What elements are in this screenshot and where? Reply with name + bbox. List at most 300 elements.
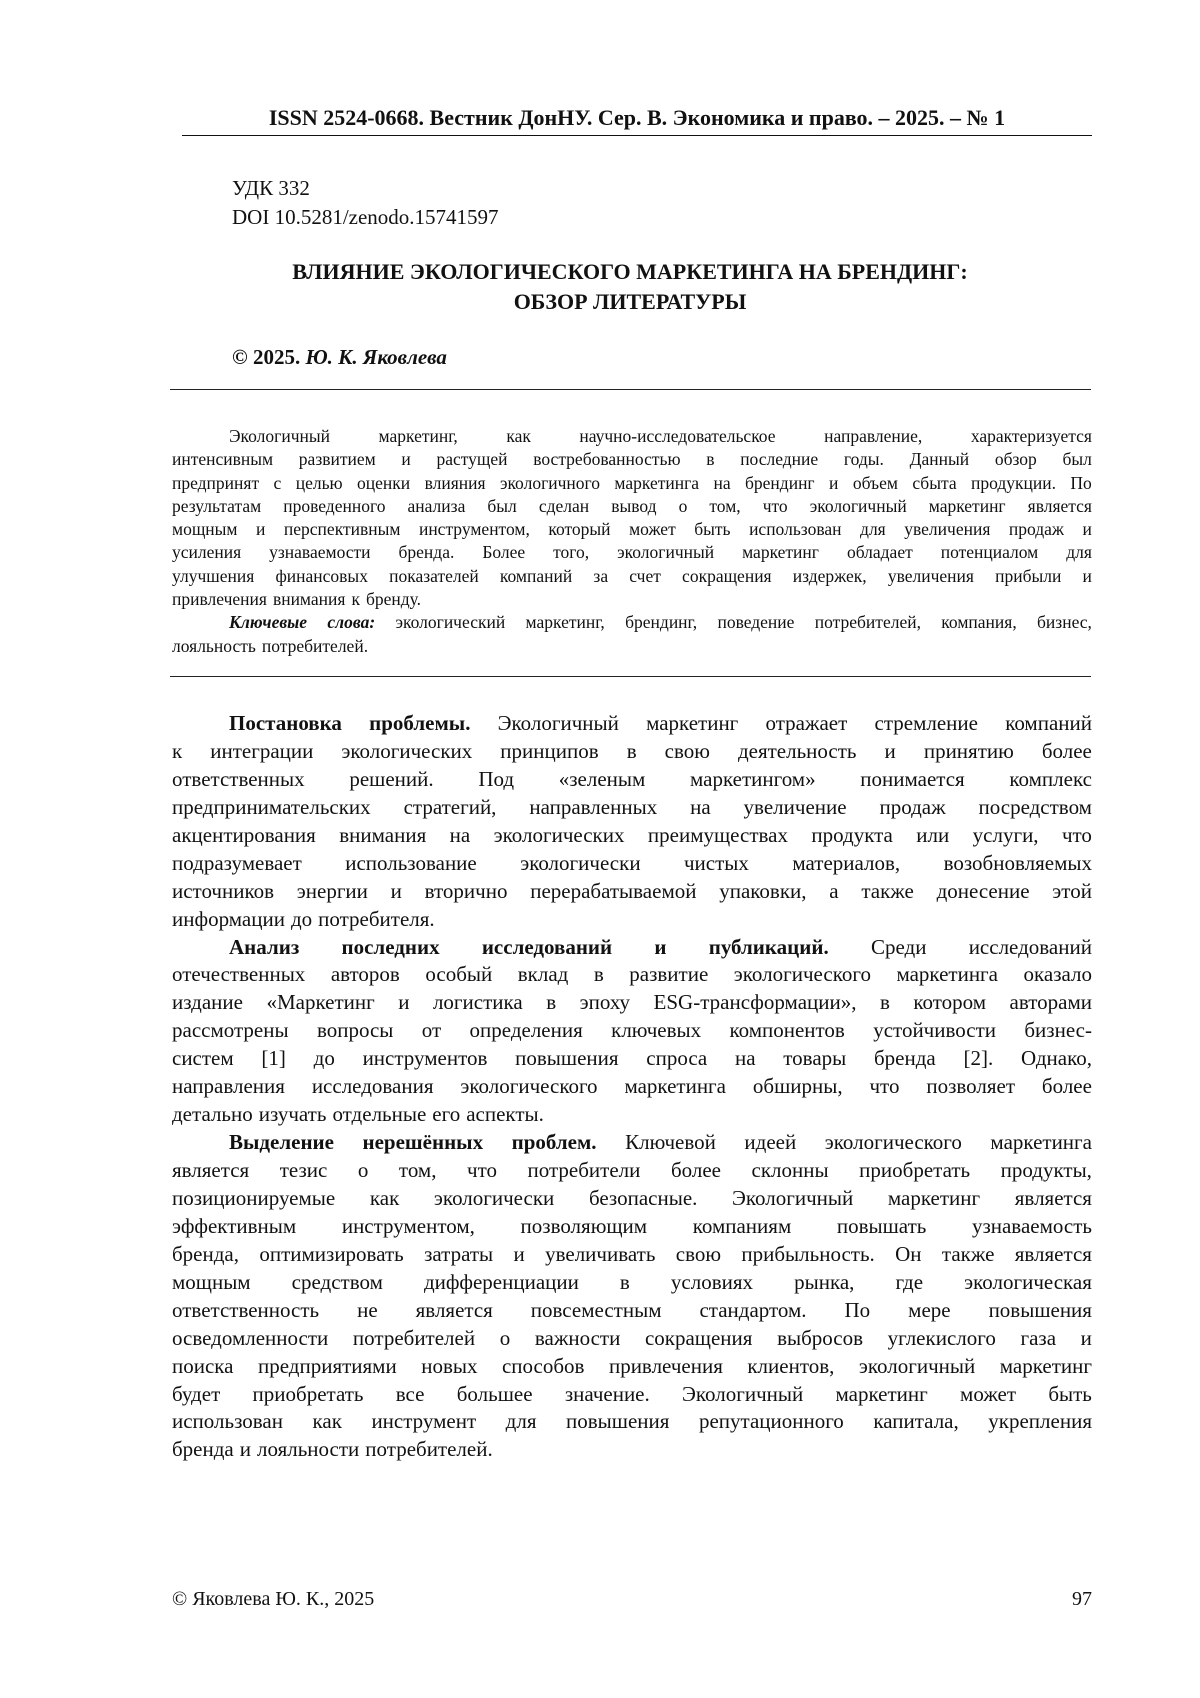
word: логистика: [432, 990, 523, 1015]
word: на: [713, 472, 731, 493]
word: более: [1041, 738, 1092, 763]
word: условиях: [670, 1269, 754, 1294]
word: маркетинг: [835, 1381, 928, 1406]
abstract-line: [172, 425, 1092, 448]
word: потребителей.: [261, 635, 369, 656]
word: важности: [534, 1325, 621, 1350]
word: с: [273, 472, 282, 493]
word: дифференциации: [423, 1269, 579, 1294]
word: повсеместным: [530, 1297, 662, 1322]
paragraph-unresolved-line: [172, 1185, 1092, 1213]
word: к: [172, 738, 183, 763]
word: годы.: [843, 449, 884, 470]
footer-copyright: © Яковлева Ю. К., 2025: [172, 1588, 375, 1610]
word: также: [861, 878, 914, 903]
word: маркетинга: [614, 472, 700, 493]
word: экологического: [824, 1130, 962, 1155]
word: прибыльность.: [741, 1241, 875, 1266]
word: перерабатываемой: [530, 878, 697, 903]
paragraph-problem-line: [172, 850, 1092, 878]
word: авторами: [1009, 990, 1092, 1015]
word: вывод: [611, 495, 657, 516]
word: также: [941, 1241, 995, 1266]
word: и: [884, 738, 896, 763]
word: потребителя.: [318, 906, 435, 931]
word: том,: [709, 495, 741, 516]
word: компаний: [1005, 711, 1092, 735]
word: что: [1061, 822, 1092, 847]
word: о: [499, 1325, 511, 1350]
word: лояльности: [257, 1437, 360, 1462]
word: инструментов: [362, 1046, 488, 1071]
word: позволяет: [926, 1074, 1016, 1099]
word: эффективным: [172, 1213, 297, 1238]
doi-line[interactable]: DOI 10.5281/zenodo.15741597: [232, 205, 499, 229]
word: был: [1062, 449, 1092, 470]
word: использование: [345, 850, 477, 875]
word: направленных: [529, 794, 658, 819]
word: и: [1080, 1325, 1092, 1350]
word: донесение: [936, 878, 1030, 903]
word: бренда,: [172, 1241, 239, 1266]
word: Более: [482, 542, 526, 563]
paragraph-problem-line: [172, 766, 1092, 794]
word: является: [415, 1297, 493, 1322]
word: на: [734, 1046, 756, 1071]
word: анализа: [407, 495, 466, 516]
word: выбросов: [777, 1325, 864, 1350]
word: что: [467, 1158, 497, 1182]
abstract-line: [172, 448, 1092, 471]
paragraph-analysis-line: [172, 1073, 1092, 1101]
word: приобретать: [859, 1158, 971, 1182]
word: а: [829, 878, 839, 903]
word: стандартом.: [699, 1297, 807, 1322]
word: развитием: [298, 449, 376, 470]
word: возобновляемых: [943, 850, 1092, 875]
word: сокращения: [682, 565, 772, 586]
paragraph-analysis-line: [172, 989, 1092, 1017]
word: аспекты.: [466, 1102, 544, 1127]
word: в: [626, 738, 637, 763]
word: сделан: [538, 495, 590, 516]
word: [2].: [963, 1046, 994, 1071]
word: за: [593, 565, 609, 586]
page-number: 97: [1072, 1588, 1092, 1610]
abstract-line: [172, 518, 1092, 541]
word: или: [916, 822, 950, 847]
word: до: [290, 906, 313, 931]
abstract-line: [172, 472, 1092, 495]
word: сбыта: [912, 472, 957, 493]
article-title: [170, 257, 1090, 317]
word: и: [398, 990, 410, 1015]
paragraph-unresolved-line: [172, 1381, 1092, 1409]
article-meta: [232, 174, 499, 232]
word: безопасные.: [588, 1185, 698, 1210]
word: бизнес-: [1024, 1018, 1092, 1043]
word: авторов: [330, 962, 400, 987]
word: подразумевает: [172, 850, 302, 875]
word: потребителей,: [814, 612, 921, 633]
word: будет: [172, 1381, 221, 1406]
word: повышать: [836, 1213, 927, 1238]
paragraph-problem-line: [172, 738, 1092, 766]
word: мощным: [172, 1269, 251, 1294]
word: посредством: [978, 794, 1092, 819]
lead-word: и: [654, 934, 667, 959]
word: привлечения: [172, 589, 267, 610]
word: том,: [398, 1158, 437, 1182]
word: компаниям: [692, 1213, 792, 1238]
word: маркетинг: [742, 542, 819, 563]
word: Ключевой: [625, 1130, 716, 1155]
word: который: [548, 519, 611, 540]
word: быть: [694, 519, 731, 540]
word: узнаваемость: [971, 1213, 1092, 1238]
word: позволяющим: [520, 1213, 648, 1238]
word: изучать: [258, 1102, 327, 1127]
word: на: [690, 794, 711, 819]
paragraph-unresolved-line: [172, 1325, 1092, 1353]
word: Данный: [909, 449, 970, 470]
abstract: [172, 425, 1092, 658]
word: По: [844, 1297, 871, 1322]
word: идеей: [744, 1130, 797, 1155]
word: отдельные: [332, 1102, 427, 1127]
lead-word: публикаций.: [708, 934, 829, 959]
abstract-line: [172, 541, 1092, 564]
word: может: [960, 1381, 1017, 1406]
word: объем: [852, 472, 898, 493]
word: издержек,: [792, 565, 867, 586]
word: ответственных: [172, 766, 305, 791]
word: «Маркетинг: [266, 990, 375, 1015]
word: направление,: [824, 426, 923, 446]
word: осведомленности: [172, 1325, 329, 1350]
word: газа: [1020, 1325, 1057, 1350]
word: [1]: [261, 1046, 286, 1071]
word: поведение: [717, 612, 795, 633]
keywords-line: [172, 635, 1092, 658]
word: информации: [172, 906, 285, 931]
word: позиционируемые: [172, 1185, 336, 1210]
word: результатам: [172, 495, 262, 516]
word: увеличения: [887, 565, 974, 586]
word: более: [1041, 1074, 1092, 1099]
word: систем: [172, 1046, 234, 1071]
word: все: [395, 1381, 425, 1406]
word: исследования: [311, 1074, 434, 1099]
lead-word: проблемы.: [369, 711, 471, 735]
word: По: [1070, 472, 1092, 493]
word: Среди: [870, 934, 927, 959]
paragraph-unresolved-line: [172, 1408, 1092, 1436]
word: и: [390, 878, 402, 903]
word: поиска: [172, 1353, 234, 1378]
word: бренду.: [365, 589, 422, 610]
word: что: [869, 1074, 900, 1099]
paragraph-problem-line: [172, 878, 1092, 906]
word: принципов: [500, 738, 599, 763]
word: научно-исследовательское: [579, 426, 776, 446]
word: экологического: [460, 1074, 598, 1099]
word: лояльность: [172, 635, 256, 656]
word: компания,: [941, 612, 1017, 633]
word: определения: [469, 1018, 583, 1043]
word: улучшения: [172, 565, 255, 586]
word: маркетинга: [990, 1130, 1092, 1155]
word: более: [670, 1158, 721, 1182]
word: «зеленым: [558, 766, 646, 791]
lead-word: Выделение: [229, 1130, 334, 1155]
word: Экологичный: [682, 1381, 804, 1406]
word: брендинг: [745, 472, 815, 493]
word: где: [895, 1269, 924, 1294]
word: энергии: [296, 878, 368, 903]
word: тезис: [279, 1158, 328, 1182]
word: перспективным: [283, 519, 401, 540]
paragraph-problem-line: [172, 710, 1092, 738]
word: увеличивать: [545, 1241, 656, 1266]
word: приобретать: [252, 1381, 364, 1406]
paragraph-unresolved-line: [172, 1157, 1092, 1185]
word: маркетинга: [896, 962, 998, 987]
word: отечественных: [172, 962, 306, 987]
word: бизнес,: [1037, 612, 1092, 633]
word: Однако,: [1020, 1046, 1092, 1071]
word: укрепления: [988, 1409, 1092, 1434]
word: в: [619, 1269, 630, 1294]
byline-author: Ю. К. Яковлева: [305, 345, 447, 369]
word: компонентов: [729, 1018, 845, 1043]
word: экологически: [520, 850, 641, 875]
word: ESG-трансформации»,: [653, 990, 857, 1015]
word: увеличения: [904, 519, 991, 540]
word: эпоху: [579, 990, 631, 1015]
word: является: [1014, 1185, 1092, 1210]
lead-word: нерешённых: [362, 1130, 484, 1155]
word: маркетинг,: [378, 426, 458, 446]
abstract-line: [172, 588, 1092, 611]
word: последние: [740, 449, 819, 470]
header-rule: [182, 135, 1092, 136]
word: компаний: [499, 565, 573, 586]
word: экологическая: [964, 1269, 1092, 1294]
word: понимается: [860, 766, 965, 791]
word: и: [1082, 565, 1092, 586]
word: вторично: [424, 878, 508, 903]
word: был: [487, 495, 517, 516]
word: потенциалом: [940, 542, 1039, 563]
lead-word: Постановка: [229, 711, 342, 735]
paragraph-problem-line: [172, 794, 1092, 822]
word: в: [546, 990, 557, 1015]
word: прибыли: [995, 565, 1062, 586]
word: является: [172, 1158, 250, 1182]
paragraph-unresolved-line: [172, 1297, 1092, 1325]
word: товары: [783, 1046, 847, 1071]
word: оптимизировать: [259, 1241, 404, 1266]
word: рынка,: [794, 1269, 855, 1294]
article-body: [172, 710, 1092, 1464]
word: продукции.: [971, 472, 1057, 493]
word: Экологичный: [732, 1185, 854, 1210]
word: его: [432, 1102, 461, 1127]
word: использован: [749, 519, 842, 540]
word: и: [256, 519, 266, 540]
word: экологичного: [499, 472, 601, 493]
word: акцентирования: [172, 822, 316, 847]
word: до: [313, 1046, 335, 1071]
word: вклад: [517, 962, 569, 987]
keywords-line: [172, 611, 1092, 634]
paragraph-unresolved-line: [172, 1353, 1092, 1381]
paragraph-analysis-line: [172, 934, 1092, 962]
word: экологичный: [809, 495, 907, 516]
word: потребителей.: [365, 1437, 493, 1462]
word: оценки: [357, 472, 411, 493]
word: большее: [456, 1381, 533, 1406]
word: о: [357, 1158, 369, 1182]
word: преимуществах: [647, 822, 788, 847]
word: развитие: [629, 962, 709, 987]
word: того,: [553, 542, 590, 563]
word: обширны,: [752, 1074, 843, 1099]
paragraph-unresolved-line: [172, 1269, 1092, 1297]
word: предпринят: [172, 472, 260, 493]
word: маркетинг: [999, 1353, 1092, 1378]
lead-word: проблем.: [511, 1130, 597, 1155]
word: повышения: [566, 1409, 670, 1434]
word: Под: [478, 766, 515, 791]
word: чистых: [684, 850, 749, 875]
word: продукта: [811, 822, 893, 847]
word: о: [678, 495, 688, 516]
abstract-line: [172, 495, 1092, 518]
word: влияния: [424, 472, 486, 493]
word: экологических: [493, 822, 625, 847]
word: продаж: [879, 794, 946, 819]
word: Экологичный: [497, 711, 619, 735]
word: вопросы: [316, 1018, 394, 1043]
abstract-line: [172, 565, 1092, 588]
paragraph-problem-line: [172, 906, 1092, 934]
word: потребители: [527, 1158, 641, 1182]
word: бренда: [874, 1046, 936, 1071]
word: материалов,: [792, 850, 901, 875]
word: и: [239, 1437, 251, 1462]
word: экологически: [433, 1185, 555, 1210]
title-line-1: ВЛИЯНИЕ ЭКОЛОГИЧЕСКОГО МАРКЕТИНГА НА БРЕНДИНГ:: [292, 259, 968, 284]
lead-word: исследований: [481, 934, 613, 959]
word: экологических: [341, 738, 473, 763]
word: как: [506, 426, 531, 446]
word: новых: [421, 1353, 478, 1378]
word: значение.: [564, 1381, 650, 1406]
word: Он: [895, 1241, 922, 1266]
lead-word: Анализ: [229, 934, 300, 959]
journal-header: ISSN 2524-0668. Вестник ДонНУ. Сер. В. Экономика и право. – 2025. – № 1: [268, 105, 1006, 130]
word: экологического: [733, 962, 871, 987]
word: растущей: [436, 449, 508, 470]
byline: [232, 343, 447, 371]
paragraph-unresolved-line: [172, 1241, 1092, 1269]
word: потребителей: [352, 1325, 476, 1350]
udc-code: УДК 332: [232, 176, 310, 200]
word: маркетинг: [887, 1185, 981, 1210]
word: исследований: [968, 934, 1092, 959]
paragraph-unresolved-line: [172, 1129, 1092, 1157]
word: повышения: [988, 1297, 1092, 1322]
paragraph-analysis-line: [172, 1101, 1092, 1129]
word: Экологичный: [229, 426, 331, 446]
word: экологический: [395, 612, 506, 633]
word: для: [860, 519, 886, 540]
word: является: [1027, 495, 1092, 516]
word: издание: [172, 990, 243, 1015]
word: средством: [291, 1269, 383, 1294]
abstract-bottom-rule: [170, 676, 1091, 677]
word: спроса: [646, 1046, 708, 1071]
word: свою: [675, 1241, 722, 1266]
word: на: [449, 822, 471, 847]
word: привлечения: [608, 1353, 723, 1378]
word: и: [513, 1241, 525, 1266]
word: деятельность: [737, 738, 857, 763]
word: оказало: [1023, 962, 1092, 987]
word: целью: [295, 472, 343, 493]
word: услуги,: [972, 822, 1039, 847]
lead-word: Ключевые: [229, 612, 308, 633]
word: обладает: [846, 542, 913, 563]
word: экологичный: [617, 542, 715, 563]
word: затраты: [424, 1241, 494, 1266]
paragraph-analysis-line: [172, 1045, 1092, 1073]
word: увеличение: [743, 794, 847, 819]
word: не: [357, 1297, 378, 1322]
word: мере: [908, 1297, 951, 1322]
word: инструментом,: [418, 519, 530, 540]
word: решений.: [349, 766, 434, 791]
word: от: [421, 1018, 442, 1043]
byline-copyright: © 2025.: [232, 345, 301, 369]
word: инструментом,: [341, 1213, 475, 1238]
word: склонны: [751, 1158, 829, 1182]
word: принятию: [923, 738, 1014, 763]
title-line-2: ОБЗОР ЛИТЕРАТУРЫ: [513, 289, 747, 314]
word: стратегий,: [403, 794, 497, 819]
word: упаковки,: [719, 878, 807, 903]
word: маркетинга: [624, 1074, 726, 1099]
paragraph-problem-line: [172, 822, 1092, 850]
word: востребованностью: [533, 449, 681, 470]
word: клиентов,: [747, 1353, 835, 1378]
lead-word: последних: [341, 934, 440, 959]
word: узнаваемости: [269, 542, 371, 563]
word: может: [629, 519, 676, 540]
word: ключевых: [611, 1018, 702, 1043]
word: продукты,: [1000, 1158, 1092, 1182]
word: отражает: [765, 711, 848, 735]
word: в: [706, 449, 715, 470]
word: предприятиями: [258, 1353, 397, 1378]
word: брендинг,: [625, 612, 698, 633]
word: проведенного: [283, 495, 386, 516]
word: интенсивным: [172, 449, 274, 470]
word: рассмотрены: [172, 1018, 289, 1043]
word: инструмент: [371, 1409, 477, 1434]
